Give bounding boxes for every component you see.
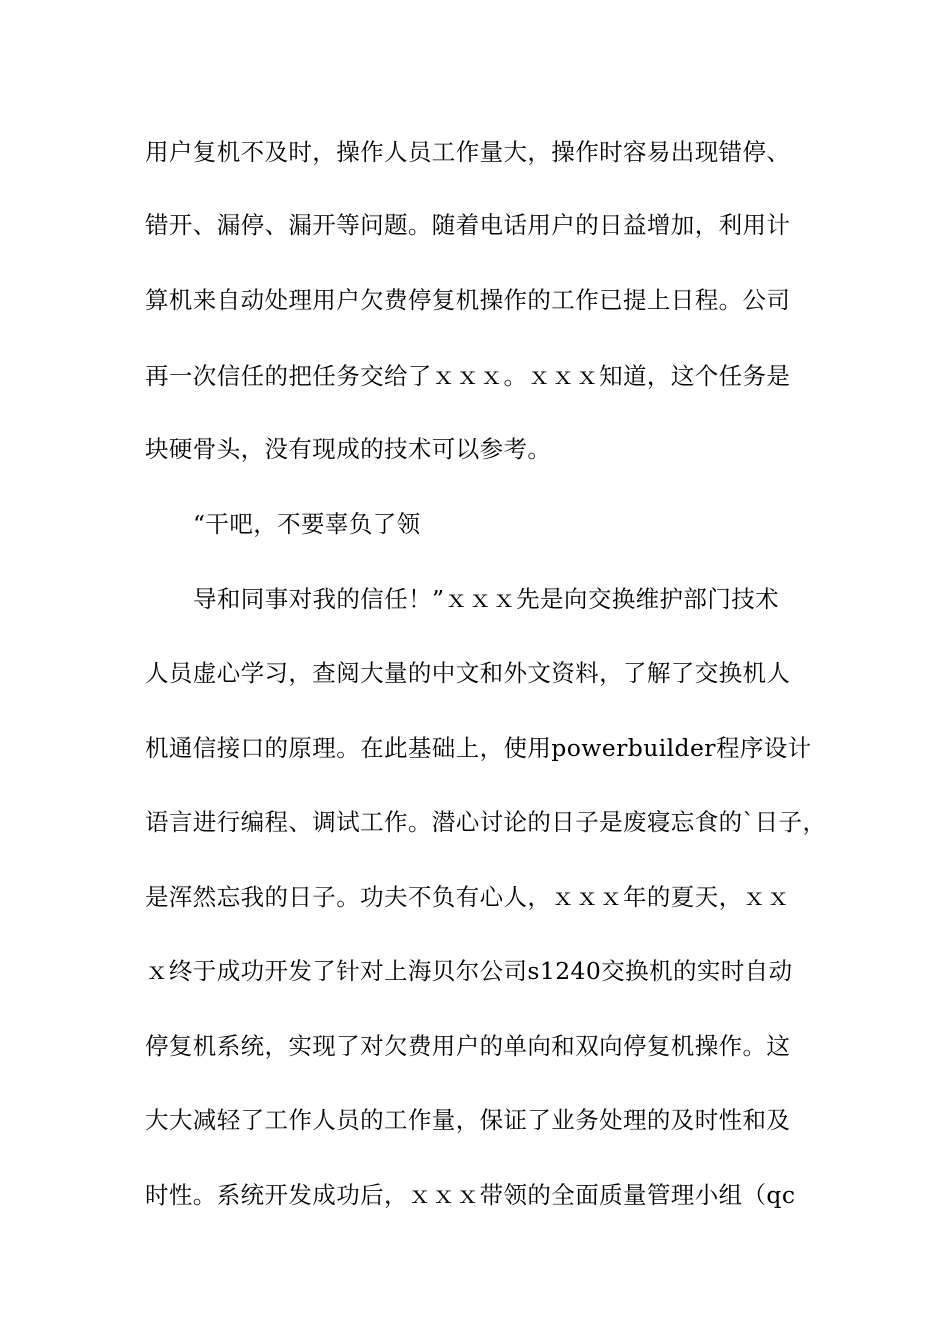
text-line-12: ｘ终于成功开发了针对上海贝尔公司s1240交换机的实时自动: [145, 957, 793, 985]
text-line-1: 用户复机不及时，操作人员工作量大，操作时容易出现错停、: [145, 138, 791, 166]
text-line-9: 机通信接口的原理。在此基础上，使用powerbuilder程序设计: [145, 734, 812, 762]
text-line-13: 停复机系统，实现了对欠费用户的单向和双向停复机操作。这: [145, 1032, 791, 1060]
text-line-4: 再一次信任的把任务交给了ｘｘｘ。ｘｘｘ知道，这个任务是: [145, 362, 791, 390]
text-line-7: 导和同事对我的信任！”ｘｘｘ先是向交换维护部门技术: [193, 585, 780, 613]
text-line-15: 时性。系统开发成功后，ｘｘｘ带领的全面质量管理小组（qc: [145, 1181, 796, 1209]
text-line-6: “干吧，不要辜负了领: [193, 510, 421, 538]
text-line-11: 是浑然忘我的日子。功夫不负有心人，ｘｘｘ年的夏天，ｘｘ: [145, 883, 791, 911]
text-line-5: 块硬骨头，没有现成的技术可以参考。: [145, 435, 552, 463]
text-line-2: 错开、漏停、漏开等问题。随着电话用户的日益增加，利用计: [145, 211, 791, 239]
text-line-8: 人员虚心学习，查阅大量的中文和外文资料，了解了交换机人: [145, 659, 791, 687]
text-line-14: 大大减轻了工作人员的工作量，保证了业务处理的及时性和及: [145, 1106, 791, 1134]
text-line-10: 语言进行编程、调试工作。潜心讨论的日子是废寝忘食的`日子，: [145, 808, 827, 836]
text-line-3: 算机来自动处理用户欠费停复机操作的工作已提上日程。公司: [145, 286, 791, 314]
